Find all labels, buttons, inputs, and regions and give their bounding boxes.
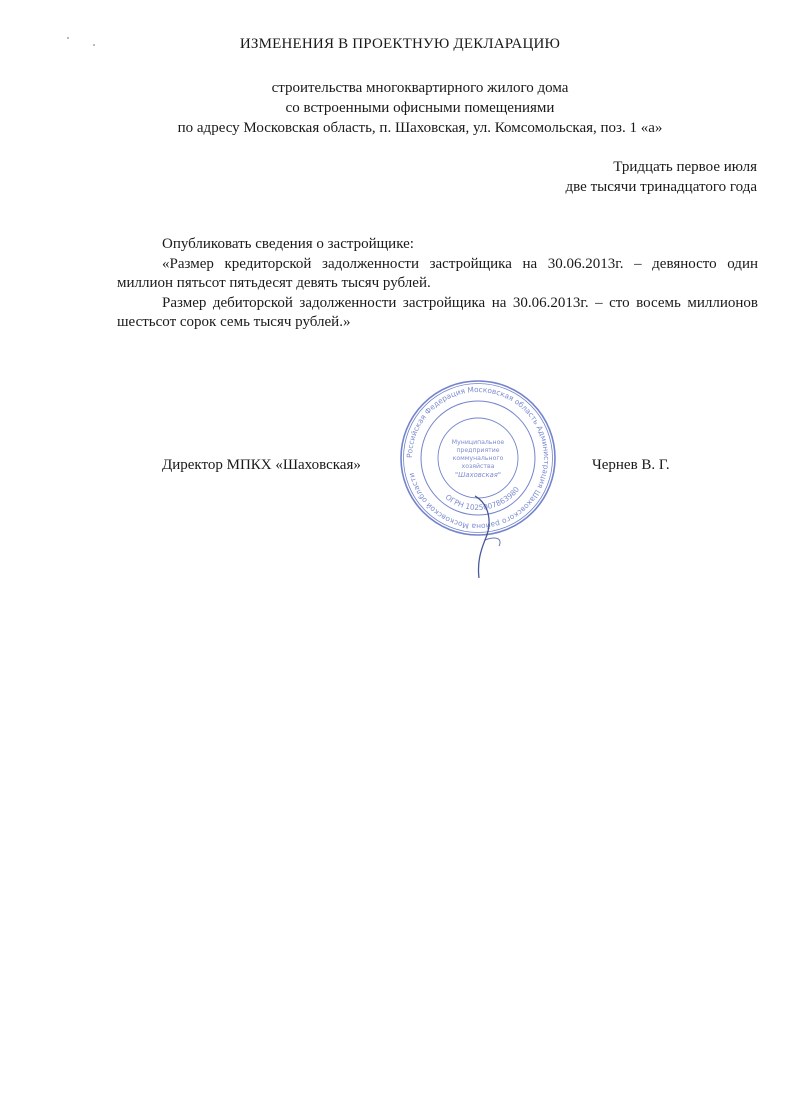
page-title: ИЗМЕНЕНИЯ В ПРОЕКТНУЮ ДЕКЛАРАЦИЮ: [239, 36, 561, 52]
stamp-center-line: коммунального: [452, 455, 504, 462]
stamp-center-line: Муниципальное: [451, 439, 505, 446]
signatory-title: Директор МПКХ «Шаховская»: [162, 457, 361, 473]
stamp-center-line: хозяйства: [461, 463, 495, 470]
date-line: две тысячи тринадцатого года: [565, 179, 757, 195]
subject-line: со встроенными офисными помещениями: [285, 100, 555, 116]
signatory-name: Чернев В. Г.: [592, 457, 670, 473]
document-body: [117, 235, 758, 333]
scan-speck: [93, 44, 95, 46]
body-paragraph: Опубликовать сведения о застройщике:: [162, 236, 414, 252]
stamp-inner-text: ОГРН 1025007863980: [443, 484, 522, 513]
stamp-outer-text: Российская Федерация Московская область Администрация Шаховского района Московской области: [404, 384, 552, 532]
subject-line: строительства многоквартирного жилого дома: [271, 80, 569, 96]
handwritten-signature: [455, 492, 535, 582]
subject-line: по адресу Московская область, п. Шаховская, ул. Комсомольская, поз. 1 «а»: [177, 120, 663, 136]
scan-speck: [67, 37, 69, 39]
document-date: [437, 157, 757, 197]
declaration-subject: [120, 78, 720, 138]
stamp-center-line: "Шаховская": [455, 471, 501, 479]
stamp-center-line: предприятие: [456, 447, 500, 454]
body-paragraph: Размер дебиторской задолженности застройщика на 30.06.2013г. – сто восемь миллионов шестьсот сорок семь тысяч рублей.»: [117, 294, 758, 330]
body-paragraph: «Размер кредиторской задолженности застройщика на 30.06.2013г. – девяносто один миллион пятьсот пятьдесят девять тысяч рублей.: [117, 255, 758, 291]
date-line: Тридцать первое июля: [613, 159, 757, 175]
